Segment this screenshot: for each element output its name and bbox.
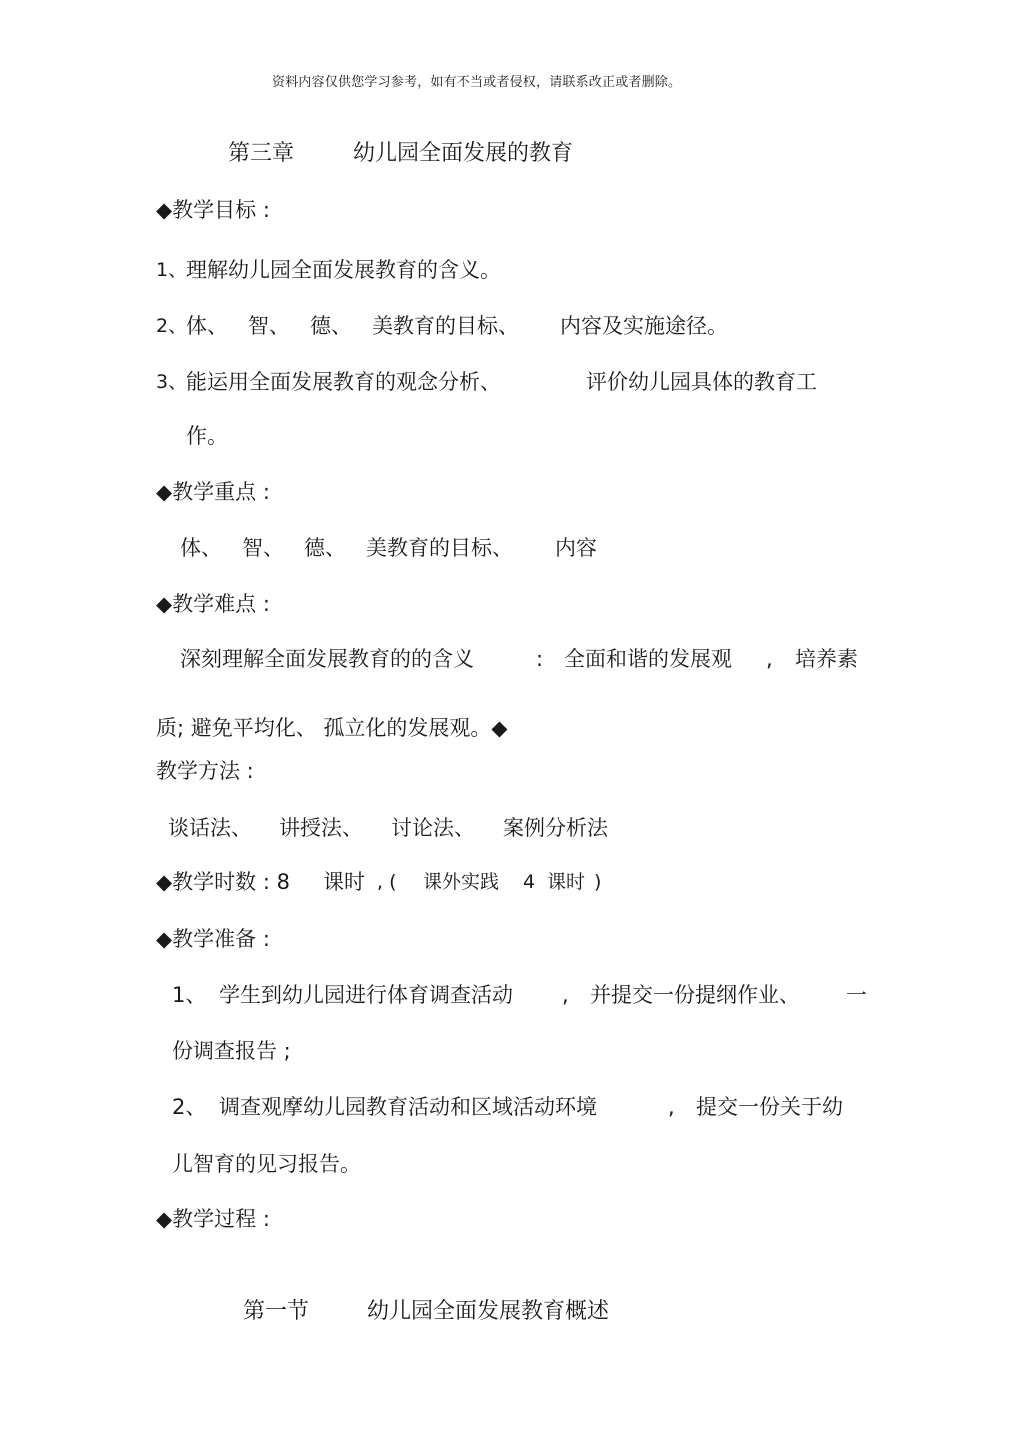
preparation-num: 2、 bbox=[172, 1095, 207, 1119]
section-title: 幼儿园全面发展教育概述 bbox=[367, 1299, 610, 1324]
process-heading: ◆教学过程 : bbox=[156, 1207, 270, 1231]
difficulty-part: 全面和谐的发展观 bbox=[564, 647, 732, 671]
key-point-part: 智、 bbox=[242, 536, 284, 560]
objective-part: 德、 bbox=[310, 314, 352, 338]
preparation-num: 1、 bbox=[172, 983, 207, 1007]
difficulties-line-2: 质; 避免平均化、 孤立化的发展观。◆ bbox=[156, 716, 508, 740]
preparation-part: , bbox=[562, 983, 569, 1007]
method-item: 讨论法、 bbox=[391, 816, 475, 840]
hours-heading: ◆教学时数 : 8 bbox=[156, 870, 290, 894]
chapter-number: 第三章 bbox=[228, 141, 295, 166]
key-point-part: 美教育的目标、 bbox=[366, 536, 513, 560]
key-point-part: 内容 bbox=[555, 536, 597, 560]
objective-item-3-cont: 作。 bbox=[186, 424, 228, 448]
hours-unit: 课时 bbox=[323, 870, 365, 894]
hours-practice: 课外实践 bbox=[423, 871, 500, 893]
objective-num: 3、 bbox=[156, 371, 188, 393]
objective-part: 评价幼儿园具体的教育工 bbox=[586, 370, 817, 394]
objective-num: 1、 bbox=[156, 259, 188, 281]
preparation-item-1-cont: 份调查报告 ; bbox=[172, 1039, 291, 1063]
method-item: 谈话法、 bbox=[168, 816, 252, 840]
preparation-part: 调查观摩幼儿园教育活动和区域活动环境 bbox=[219, 1095, 597, 1119]
preparation-part: 学生到幼儿园进行体育调查活动 bbox=[219, 983, 513, 1007]
hours-practice-num: 4 bbox=[523, 871, 536, 893]
difficulties-heading: ◆教学难点 : bbox=[156, 592, 270, 616]
hours-practice-unit: 课时 bbox=[547, 871, 586, 893]
methods-heading: 教学方法 : bbox=[156, 759, 254, 783]
difficulty-part: : bbox=[536, 647, 544, 671]
objective-text: 理解幼儿园全面发展教育的含义。 bbox=[186, 258, 501, 282]
key-point-part: 德、 bbox=[304, 536, 346, 560]
preparation-part: 一 bbox=[846, 983, 867, 1007]
section-number: 第一节 bbox=[243, 1299, 310, 1324]
objective-part: 智、 bbox=[248, 314, 290, 338]
objective-part: 美教育的目标、 bbox=[372, 314, 519, 338]
objective-num: 2、 bbox=[156, 315, 188, 337]
key-point-part: 体、 bbox=[180, 536, 222, 560]
hours-paren-close: ) bbox=[594, 871, 602, 893]
difficulty-part: 培养素 bbox=[795, 647, 858, 671]
objective-part: 内容及实施途径。 bbox=[560, 314, 728, 338]
objective-part: 体、 bbox=[186, 314, 228, 338]
key-points-heading: ◆教学重点 : bbox=[156, 480, 270, 504]
preparation-item-2-cont: 儿智育的见习报告。 bbox=[172, 1152, 361, 1176]
objectives-heading: ◆教学目标 : bbox=[156, 198, 270, 222]
difficulty-part: 深刻理解全面发展教育的的含义 bbox=[180, 647, 474, 671]
hours-paren-open: , ( bbox=[377, 871, 397, 893]
preparation-part: , bbox=[668, 1095, 675, 1119]
preparation-part: 并提交一份提纲作业、 bbox=[590, 983, 800, 1007]
method-item: 案例分析法 bbox=[503, 816, 608, 840]
difficulty-part: , bbox=[766, 647, 773, 671]
objective-part: 能运用全面发展教育的观念分析、 bbox=[186, 370, 501, 394]
preparation-part: 提交一份关于幼 bbox=[696, 1095, 843, 1119]
preparation-heading: ◆教学准备 : bbox=[156, 927, 270, 951]
chapter-title: 幼儿园全面发展的教育 bbox=[353, 141, 574, 166]
header-note: 资料内容仅供您学习参考，如有不当或者侵权，请联系改正或者删除。 bbox=[272, 75, 682, 90]
method-item: 讲授法、 bbox=[279, 816, 363, 840]
